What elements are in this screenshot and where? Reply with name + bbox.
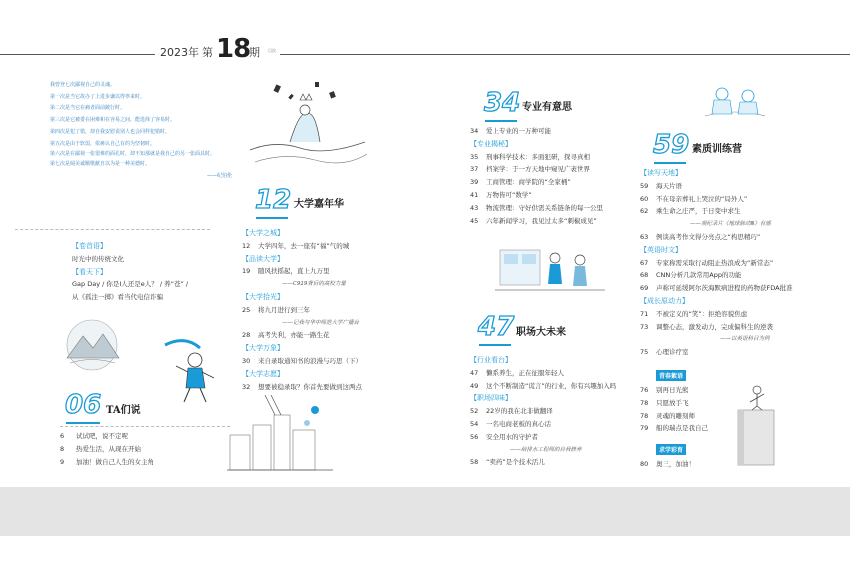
page-number: 63 — [640, 232, 649, 241]
toc-title: 别再日光熊 — [656, 386, 689, 394]
toc-item[interactable] — [470, 163, 603, 176]
reading-illustration — [700, 78, 770, 123]
toc-title: 万物皆可“数学” — [486, 190, 532, 199]
toc-item[interactable]: 时光中的传统文化 — [72, 254, 124, 263]
opening-poem — [50, 80, 250, 183]
toc-title: 不被定义的“笑”：拒绝容貌焦虑 — [656, 309, 748, 318]
hand-illustration — [245, 80, 370, 180]
toc-title: 不在母亲葬礼上哭泣的“局外人” — [656, 194, 748, 203]
section-underline — [479, 344, 511, 346]
issue-number: 18 — [216, 34, 251, 64]
toc-subtitle: ——观纪录片《地球脉动Ⅲ》有感 — [690, 221, 771, 228]
catalog-label: 目次 — [268, 48, 276, 53]
section-underline — [654, 162, 686, 164]
page-number: 78 — [640, 398, 649, 407]
toc-item[interactable] — [242, 355, 362, 368]
page-number: 79 — [640, 424, 649, 433]
page-number: 62 — [640, 207, 649, 216]
poem-line: 第三次是它被委在困难和在容易之间，能选择了容易时。 — [50, 117, 176, 124]
section-title-ta: TA们说 — [106, 405, 141, 416]
section-number-06: 06 — [65, 390, 102, 420]
toc-item[interactable] — [640, 257, 793, 270]
section-number-47: 47 — [478, 312, 515, 342]
toc-item[interactable] — [640, 193, 793, 206]
toc-title: 海天片语 — [656, 181, 682, 190]
toc-title: 爱上专业的一万种可能 — [486, 127, 551, 135]
toc-item[interactable] — [470, 367, 616, 380]
section-tag: 【行业看台】 — [470, 356, 512, 364]
section-tag: 【看天下】 — [72, 267, 107, 276]
toc-item[interactable] — [640, 269, 793, 282]
toc-title: CNN分析几款常用App的功能 — [656, 271, 742, 280]
toc-item[interactable] — [470, 418, 616, 431]
toc-subtitle: ——记我与华中师范大学广播台 — [282, 319, 360, 326]
toc-title: 试试吧，说不定呢 — [76, 432, 128, 440]
page-number: 73 — [640, 322, 649, 331]
section-tag: 【大学之城】 — [242, 229, 284, 237]
quality-list — [640, 167, 793, 359]
issue-ordinal: 第 — [202, 46, 213, 59]
page-number: 12 — [242, 241, 251, 250]
section-tag: 【大学拾光】 — [242, 292, 284, 301]
section-tag: 【专业揭秘】 — [470, 139, 512, 148]
toc-title: 想要被稳录取？你首先要做到这两点 — [258, 382, 362, 391]
section-title-quality: 素质训练营 — [692, 144, 742, 155]
section-title-career: 职场大未来 — [516, 327, 566, 338]
toc-title: 声称可延缓阿尔茨海默病进程的药物获FDA批准 — [656, 284, 793, 293]
toc-title: 只愿放手飞 — [656, 398, 689, 407]
page-number: 56 — [470, 432, 479, 441]
toc-title: 安全用水的守护者 — [486, 432, 538, 441]
poem-line: 我曾登七次鄙视自己的灵魂。 — [50, 82, 116, 88]
toc-item[interactable] — [470, 456, 616, 469]
page-number: 76 — [640, 386, 649, 394]
toc-item[interactable] — [60, 456, 154, 469]
toc-title: 热爱生活，从现在开始 — [76, 444, 141, 453]
toc-title: 灵魂的雕刻师 — [656, 411, 695, 420]
left-toc — [72, 240, 188, 304]
toc-title: 高考失利，亦能一路生花 — [258, 331, 330, 340]
toc-title: 加油！做自己人生的女主角 — [76, 457, 154, 466]
page-number: 71 — [640, 309, 649, 318]
page-number: 19 — [242, 267, 251, 276]
toc-title: 档案学：于一方天地中窥见广袤世界 — [486, 165, 590, 174]
page-number: 43 — [470, 203, 479, 212]
ta-divider — [60, 426, 230, 427]
toc-item[interactable] — [640, 231, 793, 244]
footer-band — [0, 487, 850, 536]
header-rule-left — [0, 54, 155, 55]
poem-line: 第一次是当它故办了上进步谦以得辜来时。 — [50, 93, 146, 100]
toc-title: 专家称需采取行动阻止热浪成为“新常态” — [656, 258, 774, 267]
section-tag: 【品读大学】 — [242, 254, 284, 263]
toc-item[interactable] — [470, 176, 603, 189]
left-divider — [15, 229, 210, 230]
toc-title: 刑事科学技术：多面犯研，探寻真相 — [486, 152, 590, 161]
section-tag: 【读写天地】 — [640, 169, 682, 177]
section-tag: 【成长原动力】 — [640, 296, 689, 305]
toc-item[interactable] — [640, 308, 793, 321]
page-number: 6 — [60, 432, 65, 440]
toc-subtitle: ——以英语科目为例 — [720, 336, 770, 343]
toc-item[interactable]: 从《孤注一掷》看当代电信诈骗 — [72, 293, 163, 302]
toc-item[interactable] — [640, 180, 793, 193]
toc-title: 调整心态，激发动力，完成偏科生的逆袭 — [656, 322, 773, 331]
page-number: 32 — [242, 382, 251, 391]
page-number: 37 — [470, 165, 479, 174]
section-number-12: 12 — [255, 185, 292, 215]
ta-list — [60, 430, 154, 468]
poem-author: ——纪伯伦 — [206, 172, 232, 179]
toc-title: 物流管理：守好供需关系链条的每一公里 — [486, 203, 603, 212]
page-number: 68 — [640, 271, 649, 280]
toc-title: 懒系养生，正在征服年轻人 — [486, 368, 564, 377]
page-number: 60 — [640, 194, 649, 203]
toc-item[interactable] — [640, 282, 793, 295]
page-number: 35 — [470, 152, 479, 161]
toc-title: 乘生命之庄严，于日变中求生 — [656, 207, 741, 216]
poem-line: 第二次是当它在痛者面前跛行时。 — [50, 105, 126, 112]
poem-line: 第七次是阔美诚顺歌献自以为是一种美德时。 — [50, 161, 151, 168]
toc-title: 心理诊疗室 — [656, 348, 689, 357]
page-number: 41 — [470, 190, 479, 199]
toc-item[interactable] — [60, 443, 154, 456]
toc-item[interactable] — [60, 430, 154, 443]
girl-illustration — [160, 330, 220, 410]
toc-item[interactable] — [640, 205, 793, 218]
toc-title: 大学四年，去一座有“福”气的城 — [258, 241, 350, 250]
toc-item[interactable] — [470, 125, 603, 138]
toc-item[interactable] — [242, 265, 362, 278]
toc-title: 来自录取通知书的浪漫与巧思（下） — [258, 356, 362, 365]
toc-item[interactable] — [242, 329, 362, 342]
section-number-34: 34 — [484, 88, 521, 118]
section-tag: 【职场四味】 — [470, 394, 512, 403]
toc-item[interactable] — [640, 346, 793, 359]
toc-title: 这个不断制造“谎言”的行业，你有兴趣加入吗 — [486, 381, 617, 390]
poem-line: 第六次是在鄙视一张很难的面孔时，却不知那就是我自己的另一张面具时。 — [50, 151, 216, 158]
poem-line: 第五次是由于软弱，依裤认自己有的为坚韧时。 — [50, 140, 156, 147]
toc-title: 工商管理：商学院的“全家桶” — [486, 178, 571, 187]
toc-subtitle: ——C919背后的高校力量 — [282, 281, 346, 288]
toc-title: 奥三，加油！ — [656, 460, 695, 468]
section-tag: 【大学志愿】 — [242, 369, 284, 378]
page-number: 28 — [242, 331, 251, 340]
toc-item[interactable] — [640, 422, 708, 435]
toc-title: 船的瑞点是我自己 — [656, 424, 708, 433]
mountain-illustration — [55, 318, 130, 373]
header-rule-right — [280, 54, 850, 55]
page-number: 8 — [60, 444, 65, 453]
section-number-59: 59 — [653, 130, 690, 160]
toc-item[interactable] — [640, 321, 793, 334]
toc-item[interactable] — [470, 215, 603, 228]
issue-suffix: 期 — [249, 46, 260, 59]
section-underline — [256, 217, 288, 219]
page-number: 9 — [60, 457, 65, 466]
toc-item[interactable] — [242, 240, 362, 253]
page-number: 58 — [470, 458, 479, 467]
toc-title: “卖药”是个技术活儿 — [486, 458, 545, 467]
college-list — [242, 227, 362, 393]
color-list — [640, 458, 695, 471]
toc-item[interactable] — [242, 381, 362, 394]
section-tag: 【卷首语】 — [72, 242, 107, 250]
toc-subtitle: ——给排水工程师的自我修养 — [510, 446, 582, 453]
major-list — [470, 125, 603, 227]
section-tag: 【英语时文】 — [640, 245, 682, 254]
city-illustration — [225, 395, 335, 475]
section-underline — [485, 120, 517, 122]
page-number: 80 — [640, 460, 649, 468]
toc-item[interactable] — [470, 405, 616, 418]
page-number: 67 — [640, 258, 649, 267]
page-number: 34 — [470, 127, 479, 135]
books-illustration — [730, 380, 785, 470]
youth-label: 青春絮语 — [656, 370, 686, 381]
page-number: 59 — [640, 181, 649, 190]
page-number: 54 — [470, 419, 479, 428]
section-title-major: 专业有意思 — [522, 102, 572, 113]
section-underline — [66, 422, 100, 424]
toc-item[interactable] — [640, 410, 708, 423]
page-number: 25 — [242, 305, 251, 314]
toc-title: 22岁的我在北非做翻译 — [486, 407, 553, 416]
page-number: 39 — [470, 178, 479, 187]
page-number: 69 — [640, 284, 649, 293]
page-number: 75 — [640, 348, 649, 357]
poem-line: 第四次是犯了错，却自我安慰说别人也会同样犯错时。 — [50, 128, 171, 135]
youth-list — [640, 384, 708, 435]
toc-item[interactable] — [640, 384, 708, 397]
page-number: 45 — [470, 216, 479, 225]
page-number: 30 — [242, 356, 251, 365]
shopping-illustration — [490, 240, 610, 300]
page-number: 49 — [470, 381, 479, 390]
toc-item[interactable] — [470, 380, 616, 393]
page-number: 52 — [470, 407, 479, 416]
page-number: 78 — [640, 411, 649, 420]
toc-item[interactable] — [640, 458, 695, 471]
career-list — [470, 354, 616, 469]
toc-item[interactable] — [470, 431, 616, 444]
toc-item[interactable] — [640, 397, 708, 410]
toc-title: 一名电商老板的真心话 — [486, 419, 551, 428]
toc-item[interactable]: Gap Day / 你是I人还是e人？ / 养“苍” / — [72, 280, 189, 289]
toc-title: 六年新闻学习，我见过太多“刺椒成见” — [486, 216, 597, 225]
toc-title: 将九月进行到三年 — [258, 305, 310, 314]
toc-item[interactable] — [470, 202, 603, 215]
color-label: 求学彩育 — [656, 444, 686, 455]
section-tag: 【大学万象】 — [242, 344, 284, 353]
toc-title: 随风扶摇起，直上九万里 — [258, 267, 330, 276]
section-title-college: 大学嘉年华 — [294, 199, 344, 210]
toc-item[interactable] — [470, 189, 603, 202]
issue-year: 2023年 — [160, 46, 199, 59]
page-number: 47 — [470, 368, 479, 377]
toc-item[interactable] — [470, 151, 603, 164]
toc-title: 例谈高考作文得分亮点之“构思精巧” — [656, 232, 761, 241]
toc-item[interactable] — [242, 304, 362, 317]
